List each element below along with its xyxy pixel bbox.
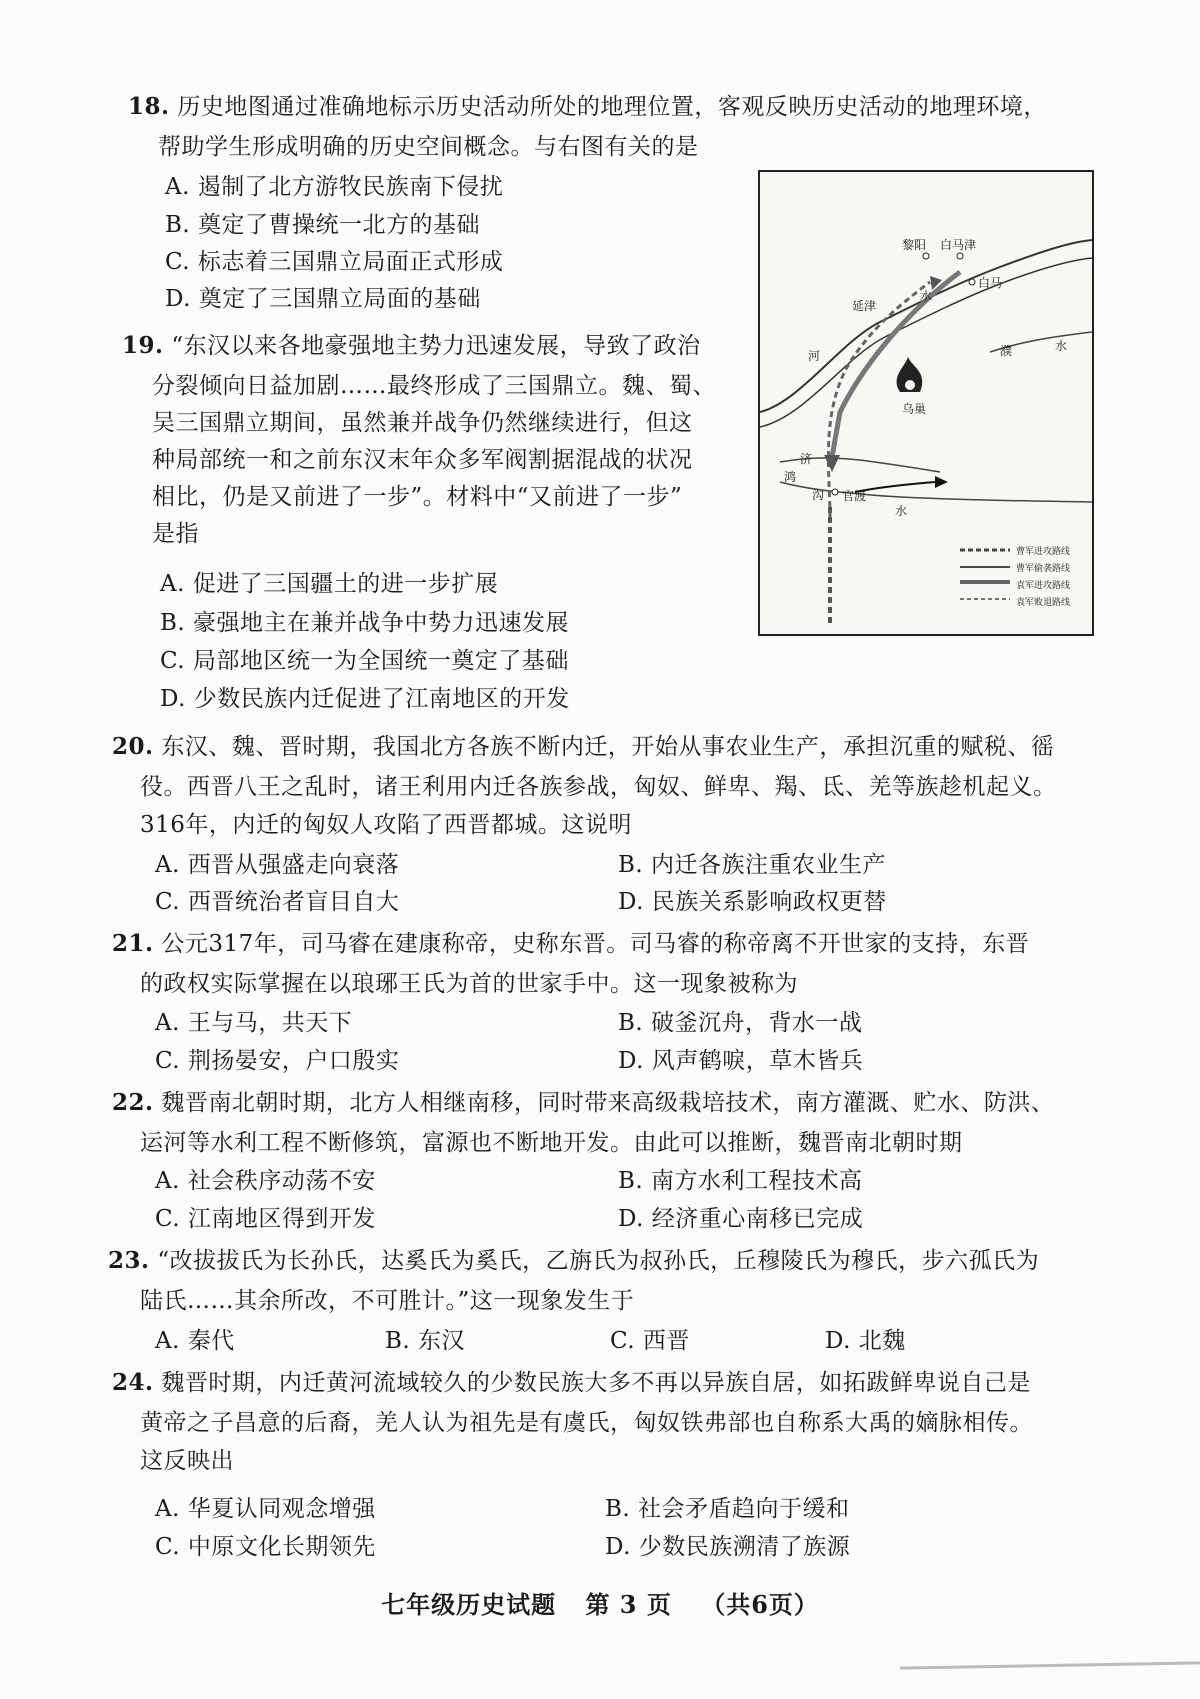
option-a[interactable]: A. 遏制了北方游牧民族南下侵扰 [165, 174, 504, 200]
footer-total: （共6页） [701, 1590, 819, 1619]
question-number: 22. [112, 1089, 154, 1116]
option-c[interactable]: C. 西晋 [610, 1328, 690, 1354]
option-d[interactable]: D. 奠定了三国鼎立局面的基础 [165, 286, 481, 312]
scan-artifact [900, 1661, 1200, 1669]
question-stem-line: 是指 [152, 521, 199, 547]
option-d[interactable]: D. 民族关系影响政权更替 [618, 889, 887, 915]
map-label-wuchao: 乌巢 [902, 402, 927, 416]
question-stem-line: 魏晋南北朝时期，北方人相继南移，同时带来高级栽培技术，南方灌溉、贮水、防洪、 [161, 1090, 1055, 1116]
legend-item: 曹军偷袭路线 [1016, 564, 1071, 574]
option-d[interactable]: D. 少数民族溯清了族源 [605, 1534, 851, 1560]
map-label-pu: 濮 [1000, 344, 1013, 358]
map-label-guandu: 官渡 [842, 489, 867, 503]
question-stem-line: 公元317年，司马睿在建康称帝，史称东晋。司马睿的称帝离不开世家的支持，东晋 [161, 931, 1030, 957]
question-number: 24. [112, 1369, 154, 1396]
option-d[interactable]: D. 少数民族内迁促进了江南地区的开发 [160, 686, 570, 712]
map-label-baima: 白马 [978, 276, 1003, 290]
option-a[interactable]: A. 秦代 [155, 1328, 235, 1354]
option-a[interactable]: A. 王与马，共天下 [155, 1010, 353, 1036]
question-number: 19. [122, 332, 164, 359]
option-b[interactable]: B. 破釜沉舟，背水一战 [618, 1010, 863, 1036]
option-c[interactable]: C. 标志着三国鼎立局面正式形成 [165, 249, 504, 275]
footer-title: 七年级历史试题 [381, 1590, 557, 1619]
question-stem-line: 分裂倾向日益加剧……最终形成了三国鼎立。魏、蜀、 [152, 373, 716, 399]
map-label-gou: 沟 [812, 488, 825, 502]
option-c[interactable]: C. 荆扬晏安，户口殷实 [155, 1048, 400, 1074]
option-c[interactable]: C. 中原文化长期领先 [155, 1534, 376, 1560]
option-a[interactable]: A. 社会秩序动荡不安 [155, 1168, 376, 1194]
question-stem-line: 东汉、魏、晋时期，我国北方各族不断内迁，开始从事农业生产，承担沉重的赋税、徭 [161, 734, 1055, 760]
legend-item: 袁军败退路线 [1016, 598, 1071, 608]
question-stem-line: 种局部统一和之前东汉末年众多军阀割据混战的状况 [152, 447, 693, 473]
question-stem-line: 陆氏……其余所改，不可胜计。”这一现象发生于 [140, 1288, 635, 1314]
map-label-shui: 水 [895, 504, 908, 518]
question-number: 23. [108, 1247, 150, 1274]
question-stem-line: 历史地图通过准确地标示历史活动所处的地理位置，客观反映历史活动的地理环境， [177, 94, 1047, 120]
map-label-shui: 水 [920, 289, 933, 303]
option-d[interactable]: D. 风声鹤唳，草木皆兵 [618, 1048, 864, 1074]
question-number: 20. [112, 733, 154, 760]
question-stem-line: 运河等水利工程不断修筑，富源也不断地开发。由此可以推断，魏晋南北朝时期 [140, 1130, 963, 1156]
option-c[interactable]: C. 江南地区得到开发 [155, 1206, 376, 1232]
question-stem-line: 的政权实际掌握在以琅琊王氏为首的世家手中。这一现象被称为 [140, 971, 798, 997]
option-c[interactable]: C. 西晋统治者盲目自大 [155, 889, 400, 915]
page-footer [0, 1585, 1200, 1620]
question-stem-line: 316年，内迁的匈奴人攻陷了西晋都城。这说明 [140, 812, 632, 838]
map-label-he: 河 [808, 349, 821, 363]
question-stem-line: 相比，仍是又前进了一步”。材料中“又前进了一步” [152, 484, 683, 510]
option-b[interactable]: B. 奠定了曹操统一北方的基础 [165, 212, 481, 238]
question-stem-line: 役。西晋八王之乱时，诸王利用内迁各族参战，匈奴、鲜卑、羯、氐、羌等族趁机起义。 [140, 774, 1057, 800]
map-label-hong: 鸿 [784, 470, 797, 484]
option-b[interactable]: B. 社会矛盾趋向于缓和 [605, 1496, 850, 1522]
option-a[interactable]: A. 西晋从强盛走向衰落 [155, 852, 400, 878]
question-stem-line: 吴三国鼎立期间，虽然兼并战争仍然继续进行，但这 [152, 410, 693, 436]
question-stem-line: 帮助学生形成明确的历史空间概念。与右图有关的是 [158, 134, 699, 160]
battle-map [758, 170, 1094, 636]
option-b[interactable]: B. 东汉 [385, 1328, 466, 1354]
question-number: 21. [112, 930, 154, 957]
option-d[interactable]: D. 北魏 [825, 1328, 906, 1354]
question-stem-line: 这反映出 [140, 1448, 234, 1474]
question-stem-line: “东汉以来各地豪强地主势力迅速发展，导致了政治 [171, 333, 701, 359]
option-b[interactable]: B. 内迁各族注重农业生产 [618, 852, 887, 878]
question-stem-line: “改拔拔氏为长孙氏，达奚氏为奚氏，乙旃氏为叔孙氏，丘穆陵氏为穆氏，步六孤氏为 [157, 1248, 1040, 1274]
legend-item: 袁军进攻路线 [1016, 581, 1071, 591]
option-b[interactable]: B. 豪强地主在兼并战争中势力迅速发展 [160, 610, 570, 636]
map-label-ji: 济 [800, 452, 813, 466]
question-stem-line: 魏晋时期，内迁黄河流域较久的少数民族大多不再以异族自居，如拓跋鲜卑说自己是 [161, 1370, 1031, 1396]
option-a[interactable]: A. 促进了三国疆土的进一步扩展 [160, 571, 499, 597]
map-legend [960, 542, 1088, 610]
legend-item: 曹军进攻路线 [1016, 547, 1071, 557]
fire-icon [897, 357, 923, 392]
map-label-shui: 水 [1055, 339, 1068, 353]
option-c[interactable]: C. 局部地区统一为全国统一奠定了基础 [160, 648, 569, 674]
question-stem-line: 黄帝之子昌意的后裔，羌人认为祖先是有虞氏，匈奴铁弗部也自称系大禹的嫡脉相传。 [140, 1410, 1033, 1436]
map-label-baimajin: 白马津 [940, 238, 977, 252]
option-b[interactable]: B. 南方水利工程技术高 [618, 1168, 863, 1194]
map-label-liyang: 黎阳 [902, 238, 927, 252]
map-label-yanjin: 延津 [852, 299, 877, 313]
option-d[interactable]: D. 经济重心南移已完成 [618, 1206, 864, 1232]
question-number: 18. [128, 93, 170, 120]
option-a[interactable]: A. 华夏认同观念增强 [155, 1496, 376, 1522]
footer-page: 第 3 页 [585, 1590, 672, 1619]
